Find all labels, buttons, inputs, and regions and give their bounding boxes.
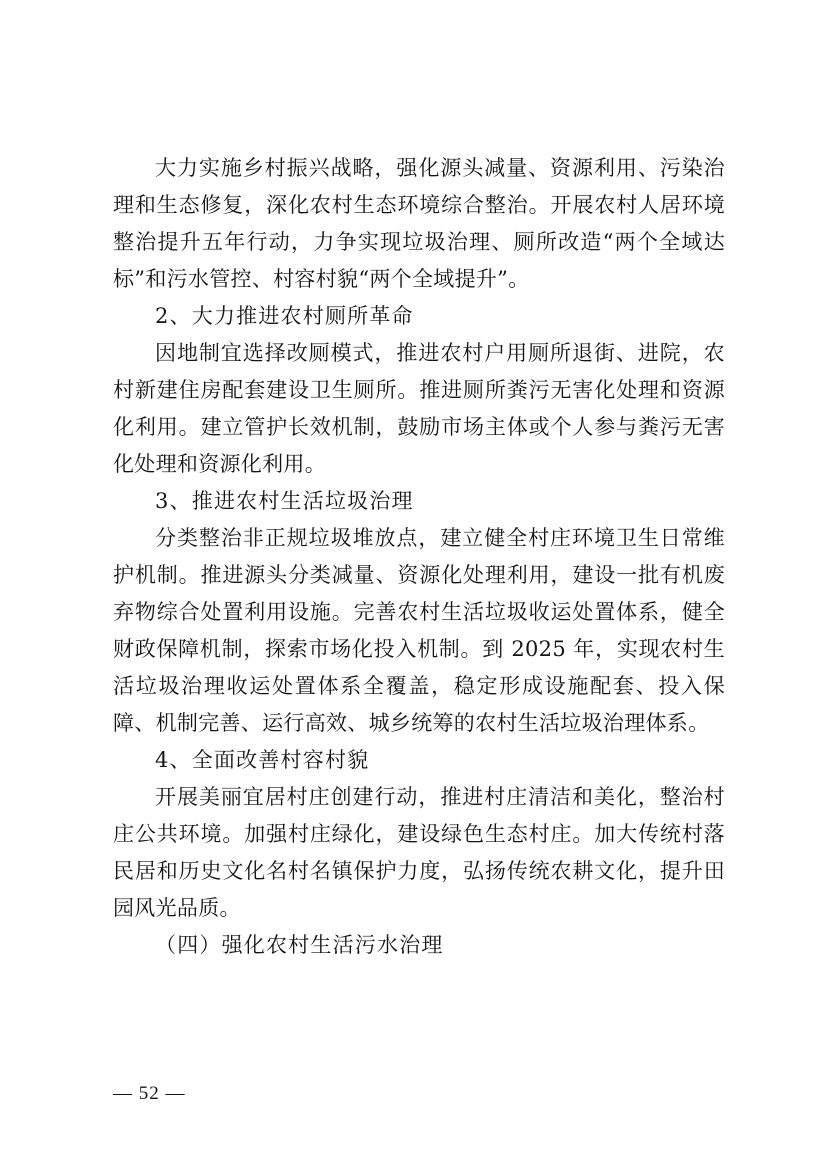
body-paragraph: 大力实施乡村振兴战略，强化源头减量、资源利用、污染治理和生态修复，深化农村生态环境综合整治。开展农村人居环境整治提升五年行动，力争实现垃圾治理、厕所改造“两个全域达标”和污水管控、村容村貌“两个全域提升”。: [113, 156, 725, 291]
page-number: — 52 —: [113, 1083, 186, 1104]
body-paragraph: 分类整治非正规垃圾堆放点，建立健全村庄环境卫生日常维护机制。推进源头分类减量、资源化处理利用，建设一批有机废弃物综合处置利用设施。完善农村生活垃圾收运处置体系，健全财政保障机制，探索市场化投入机制。到 2025 年，实现农村生活垃圾治理收运处置体系全覆盖，稳定形成设施配套、投入保障、机制完善、运行高效、城乡统筹的农村生活垃圾治理体系。: [113, 526, 725, 735]
body-paragraph: 因地制宜选择改厕模式，推进农村户用厕所退街、进院，农村新建住房配套建设卫生厕所。推进厕所粪污无害化处理和资源化利用。建立管护长效机制，鼓励市场主体或个人参与粪污无害化处理和资源化利用。: [113, 341, 725, 476]
document-body: [113, 150, 725, 964]
section-heading: 2、大力推进农村厕所革命: [155, 304, 414, 328]
section-heading: （四）强化农村生活污水治理: [155, 933, 444, 957]
body-paragraph: 开展美丽宜居村庄创建行动，推进村庄清洁和美化，整治村庄公共环境。加强村庄绿化，建设绿色生态村庄。加大传统村落民居和历史文化名村名镇保护力度，弘扬传统农耕文化，提升田园风光品质。: [113, 785, 725, 920]
section-heading: 4、全面改善村容村貌: [155, 748, 370, 772]
section-heading: 3、推进农村生活垃圾治理: [155, 489, 414, 513]
